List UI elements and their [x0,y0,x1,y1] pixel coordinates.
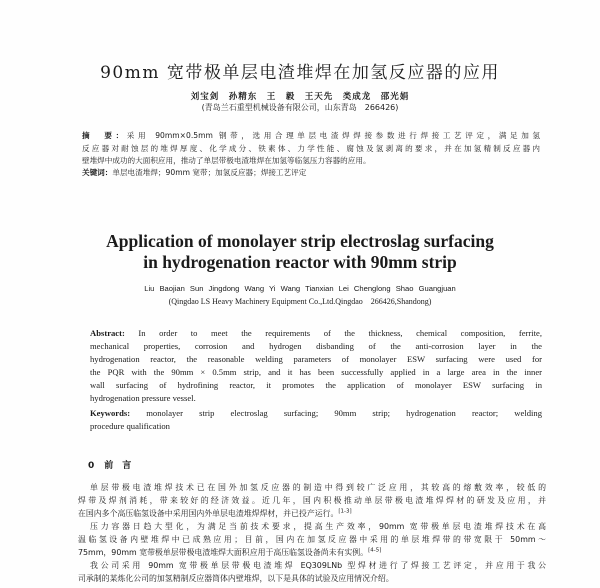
authors-chinese: 刘宝剑 孙精东 王 毅 王天先 类成龙 邵光娟 [190,92,410,102]
paragraph-line: 单层带极电渣堆焊技术已在国外加氢反应器的制造中得到较广泛应用，其较高的熔敷效率，较低的 [90,483,546,492]
affiliation-english: (Qingdao LS Heavy Machinery Equipment Co.,Ltd.Qingdao 266426,Shandong) [168,297,432,306]
keywords-english-line: Keywords: monolayer strip electroslag surfacing; 90mm strip; hydrogenation reactor; welding [90,408,542,418]
keywords-chinese [82,167,540,180]
abstract-english-line: mechanical properties, corrosion and hydrogen disbanding of the anti-corrosion layer in the [90,341,542,351]
abstract-english-line: hydrogenation pressure vessel. [90,393,196,403]
abstract-chinese-label: 摘 要： [82,131,127,140]
keywords-chinese-text: 单层电渣堆焊；90mm 宽带；加氢反应器；焊接工艺评定 [112,168,307,177]
title-english-line: in hydrogenation reactor with 90mm strip [143,252,457,272]
abstract-chinese-line: 壁堆焊中成功的大面积应用，推动了单层带极电渣堆焊在加氢等临氢压力容器的应用。 [82,156,371,165]
title-chinese: 90mm 宽带极单层电渣堆焊在加氢反应器的应用 [100,63,500,83]
paragraph-line: 75mm，90mm 宽带极单层带极电渣堆焊大面积应用于高压临氢设备尚未有实例。[4-5] [78,547,382,557]
paragraph-line: 焊带及焊剂消耗，带来较好的经济效益。近几年，国内积极推动单层带极电渣堆焊焊材的研发及应用，并 [78,496,546,505]
keywords-english [90,407,542,433]
title-english-line: Application of monolayer strip electroslag surfacing [106,231,494,251]
citation-ref: [1-3] [338,508,352,515]
abstract-english-line: the PQR with the 90mm × 0.5mm strip, and it has been successfully applied in a large area in the inner [90,367,542,377]
paragraph-line: 在国内多个高压临氢设备中采用国内外单层电渣堆焊焊材，并已投产运行。[1-3] [78,508,352,518]
body-text [78,481,546,585]
abstract-chinese-line: 摘 要：采用 90mm×0.5mm 钢带，选用合理单层电渣焊焊接参数进行焊接工艺评定，满足加氢 [82,131,540,140]
paragraph-line: 压力容器日趋大型化，为满足当前技术要求，提高生产效率，90mm 宽带极单层电渣堆焊技术在高 [90,522,546,531]
abstract-english-line: hydrogenation reactor, the reasonable welding parameters of monolayer ESW surfacing were used for [90,354,542,364]
paragraph-line: 温临氢设备内壁堆焊中已成熟应用；目前，国内在加氢反应器中采用的单层堆焊带的带宽限于 50mm～ [78,535,546,544]
affiliation-chinese: (青岛兰石重型机械设备有限公司，山东青岛 266426) [201,103,399,112]
abstract-english-line: Abstract: In order to meet the requirements of the thickness, chemical composition, ferrite, [90,328,542,338]
abstract-english-line: wall surfacing of hydrofining reactor, it promotes the application of monolayer ESW surfacing in [90,380,542,390]
abstract-chinese-line: 反应器对耐蚀层的堆焊厚度、化学成分、铁素体、力学性能、腐蚀及氢剥离的要求，并在加氢精制反应器内 [82,143,540,153]
section-heading-introduction [88,458,131,471]
section-title: 前 言 [104,461,132,471]
keywords-english-label: Keywords: [90,408,131,418]
citation-ref: [4-5] [368,547,382,554]
paragraph-line: 司承制的某炼化公司的加氢精制反应器筒体内壁堆焊，以下是具体的试验及应用情况介绍。 [78,574,394,583]
paragraph-line: 我公司采用 90mm 宽带极单层带极电渣堆焊 EQ309LNb 型焊材进行了焊接工艺评定，并应用于我公 [90,561,546,570]
abstract-english [90,327,542,405]
abstract-chinese [82,130,540,168]
abstract-english-label: Abstract: [90,328,125,338]
section-number: 0 [88,461,95,471]
keywords-chinese-label: 关键词： [82,168,113,177]
authors-english: Liu Baojian Sun Jingdong Wang Yi Wang Tianxian Lei Chenglong Shao Guangjuan [144,284,456,293]
title-english [0,231,600,273]
keywords-english-line: procedure qualification [90,421,170,431]
